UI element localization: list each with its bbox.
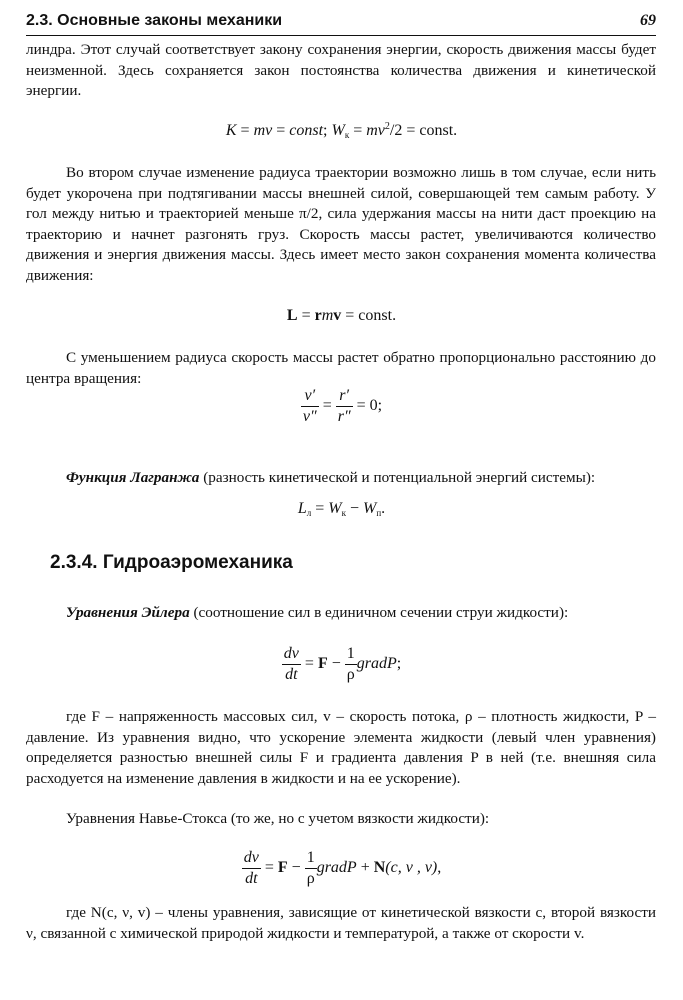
section-heading: 2.3.4. Гидроаэромеханика: [50, 552, 293, 573]
equation-lagrange: $L_л = W_к - W_п$.: [297, 500, 386, 518]
equation-energy-conservation: K = mv = const; $W_к = mv^2/2$ = const.: [225, 121, 458, 140]
paragraph-euler-explanation: где F – напряженность массовых сил, v – скорость потока, ρ – плотность жидкости, P – давление. Из уравнения видно, что ускорение элемента жидкости (левый член уравнения) определяется разностью внешней силы F и градиента давления P в ней (т.е. внешняя сила расходуется на изменение давления в жидкости и на ее ускорение).: [26, 708, 656, 787]
paragraph-2: Во втором случае изменение радиуса траектории возможно лишь в том случае, если нить будет укорочена при подтягивании массы внешней силой, совершающей тем самым работу. У гол между нитью и траекторией меньше π/2, сила удержания массы на нити даст проекцию на траекторию и начнет разгонять груз. Скорость массы растет, увеличиваются количество движения и энергия движения массы. Здесь имеет место закон сохранения момента количества движения:: [26, 164, 656, 284]
equation-velocity-ratio: $\frac{v'}{v''}$ = $\frac{r'}{r''}$ = 0;: [302, 387, 383, 425]
paragraph-final: где N(c, ν, v) – члены уравнения, зависящие от кинетической вязкости c, второй вязкости ν, связанной с химической природой жидкости и температурой, а также от скорости v.: [26, 904, 656, 942]
equation-euler: $\frac{dv}{dt}$ = F − $\frac{1}{\rho}$ gradP;: [283, 645, 402, 683]
page-number: 69: [640, 12, 656, 29]
equation-navier-stokes: $\frac{dv}{dt}$ = F − $\frac{1}{\rho}$ gradP + N(c, ν , v),: [243, 849, 442, 887]
paragraph-lagrange: Функция Лагранжа (разность кинетической и потенциальной энергий системы):: [66, 469, 596, 486]
header-rule: [26, 35, 656, 36]
equation-angular-momentum: L = rmv = const.: [286, 307, 397, 324]
paragraph-1: линдра. Этот случай соответствует закону сохранения энергии, скорость движения массы будет неизменной. Здесь сохраняется закон постоянства количества движения и кинетической энергии.: [26, 41, 656, 99]
paragraph-3: С уменьшением радиуса скорость массы растет обратно пропорционально расстоянию до центра вращения:: [26, 349, 656, 387]
paragraph-navier-stokes: Уравнения Навье-Стокса (то же, но с учетом вязкости жидкости):: [66, 810, 490, 827]
paragraph-euler: Уравнения Эйлера (соотношение сил в единичном сечении струи жидкости):: [66, 604, 569, 621]
running-header-section: 2.3. Основные законы механики: [26, 12, 283, 29]
page-header: [26, 8, 656, 34]
